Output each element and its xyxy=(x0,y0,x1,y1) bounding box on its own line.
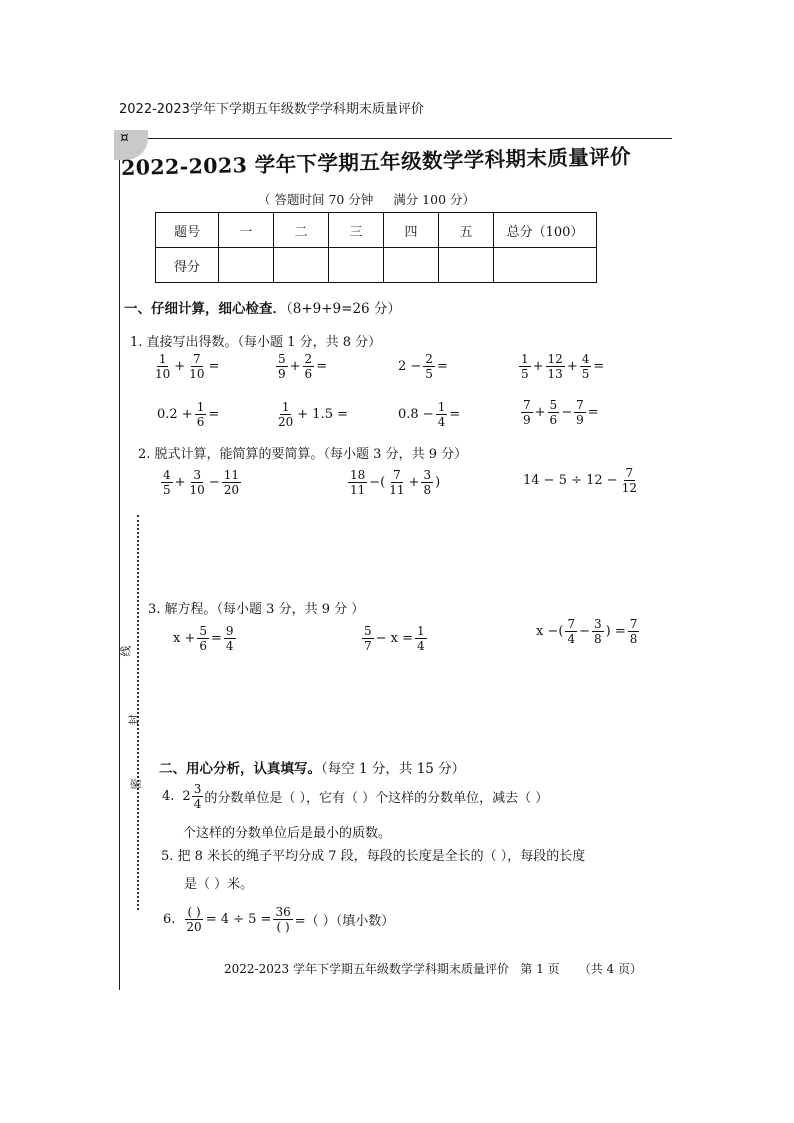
mixed-number: 2 $\frac{3}{4}$ xyxy=(182,782,202,811)
fraction: $\frac{3}{4}$ xyxy=(193,782,202,811)
expr-1b: $\frac{5}{9}$ + $\frac{2}{6}$ = xyxy=(278,352,328,381)
table-cell: 题号 xyxy=(156,213,219,248)
fraction: $\frac{1}{4}$ xyxy=(437,400,446,429)
question-3-label: 3. 解方程。（每小题 3 分，共 9 分 ） xyxy=(148,602,365,617)
fraction: $\frac{3}{8}$ xyxy=(593,617,602,646)
binding-char: 线 xyxy=(119,645,133,657)
section-title: 二、用心分析，认真填写。 xyxy=(159,761,321,777)
fraction: $\frac{5}{7}$ xyxy=(364,624,372,653)
question-5-line2: 是（ ）米。 xyxy=(184,877,254,892)
question-2-label: 2. 脱式计算，能简算的要简算。（每小题 3 分，共 9 分） xyxy=(138,447,468,462)
table-cell xyxy=(494,248,597,283)
expr-1c: 2 − $\frac{2}{5}$ = xyxy=(398,352,448,381)
table-cell xyxy=(384,248,439,283)
equation-3a: x + $\frac{5}{6}$ = $\frac{9}{4}$ xyxy=(173,624,234,653)
fraction: $\frac{3}{8}$ xyxy=(423,468,432,497)
fraction: $\frac{5}{9}$ xyxy=(278,352,286,381)
table-cell: 一 xyxy=(219,213,274,248)
exam-title: 2022-2023 学年下学期五年级数学学科期末质量评价 xyxy=(120,144,632,180)
corner-glyph-icon: ¤ xyxy=(120,130,129,146)
table-cell xyxy=(219,248,274,283)
expr-1e: 0.2 + $\frac{1}{6}$ = xyxy=(157,400,220,429)
fraction: $\frac{7}{11}$ xyxy=(389,468,405,497)
fraction: $\frac{7}{9}$ xyxy=(576,398,584,427)
table-cell xyxy=(274,248,329,283)
fraction: $\frac{7}{8}$ xyxy=(629,617,638,646)
section-points: （8+9+9=26 分） xyxy=(286,301,401,317)
binding-char: 密 xyxy=(129,778,143,790)
section-2-heading xyxy=(159,757,465,777)
fraction: $\frac{12}{13}$ xyxy=(547,352,563,381)
binding-char: 封 xyxy=(127,714,141,726)
table-cell: 三 xyxy=(329,213,384,248)
binding-line xyxy=(137,515,139,910)
table-cell: 得分 xyxy=(156,248,219,283)
expr-1d: $\frac{1}{5}$ + $\frac{12}{13}$ + $\frac{4}{5}$ = xyxy=(521,352,605,381)
question-4: 4. 2 $\frac{3}{4}$ 的分数单位是（ ），它有（ ）个这样的分数单位，减去（ ） xyxy=(162,782,549,811)
page-footer: 2022-2023 学年下学期五年级数学学科期末质量评价 第 1 页 （共 4 页） xyxy=(224,962,642,976)
fraction: $\frac{5}{6}$ xyxy=(199,624,207,653)
fraction: $\frac{1}{20}$ xyxy=(278,400,294,429)
fraction: $\frac{7}{4}$ xyxy=(567,617,576,646)
exam-subtitle: （ 答题时间 70 分钟 满分 100 分） xyxy=(258,192,475,207)
section-title: 一、仔细计算，细心检查． xyxy=(124,301,286,317)
expr-2c: 14 − 5 ÷ 12 − $\frac{7}{12}$ xyxy=(523,466,637,495)
expr-1f: $\frac{1}{20}$ + 1.5 = xyxy=(278,400,349,429)
question-5-line1: 5. 把 8 米长的绳子平均分成 7 段，每段的长度是全长的（ ），每段的长度 xyxy=(161,849,586,864)
question-4-line2: 个这样的分数单位后是最小的质数。 xyxy=(183,826,392,841)
table-cell: 五 xyxy=(439,213,494,248)
fraction: $\frac{36}{( )}$ xyxy=(275,905,291,934)
fraction: $\frac{2}{6}$ xyxy=(304,352,313,381)
score-table-row xyxy=(156,248,597,283)
section-1-heading xyxy=(124,297,401,317)
fraction: $\frac{( )}{20}$ xyxy=(186,905,202,934)
question-6: 6. $\frac{( )}{20}$ = 4 ÷ 5 = $\frac{36}{( )}$ =（ ）（填小数） xyxy=(163,905,395,934)
document-header: 2022-2023学年下学期五年级数学学科期末质量评价 xyxy=(119,102,424,117)
fraction: $\frac{7}{9}$ xyxy=(523,398,531,427)
page-left-edge xyxy=(119,138,120,990)
fraction: $\frac{4}{5}$ xyxy=(163,468,171,497)
equation-3c: x −( $\frac{7}{4}$ − $\frac{3}{8}$ ) = $\frac{7}{8}$ xyxy=(536,617,638,646)
fraction: $\frac{1}{10}$ xyxy=(155,352,171,381)
fraction: $\frac{1}{5}$ xyxy=(521,352,529,381)
fraction: $\frac{1}{6}$ xyxy=(196,400,205,429)
fraction: $\frac{5}{6}$ xyxy=(549,398,558,427)
table-cell: 总分（100） xyxy=(494,213,597,248)
expr-2a: $\frac{4}{5}$ + $\frac{3}{10}$ − $\frac{11}{20}$ xyxy=(163,468,240,497)
fraction: $\frac{7}{12}$ xyxy=(621,466,637,495)
section-points: （每空 1 分，共 15 分） xyxy=(321,761,466,777)
expr-2b: $\frac{18}{11}$ −( $\frac{7}{11}$ + $\frac{3}{8}$ ) xyxy=(350,468,441,497)
expr-1h: $\frac{7}{9}$ + $\frac{5}{6}$ − $\frac{7}{9}$ = xyxy=(523,398,599,427)
fraction: $\frac{7}{10}$ xyxy=(189,352,205,381)
fraction: $\frac{11}{20}$ xyxy=(223,468,240,497)
fraction: $\frac{18}{11}$ xyxy=(350,468,366,497)
expr-1a: $\frac{1}{10}$ + $\frac{7}{10}$ = xyxy=(155,352,220,381)
fraction: $\frac{1}{4}$ xyxy=(417,624,425,653)
table-cell xyxy=(329,248,384,283)
score-table xyxy=(155,212,597,283)
table-cell: 二 xyxy=(274,213,329,248)
equation-3b: $\frac{5}{7}$ − x = $\frac{1}{4}$ xyxy=(364,624,425,653)
fraction: $\frac{2}{5}$ xyxy=(425,352,433,381)
score-table-row xyxy=(156,213,597,248)
table-cell: 四 xyxy=(384,213,439,248)
fraction: $\frac{3}{10}$ xyxy=(189,468,205,497)
expr-1g: 0.8 − $\frac{1}{4}$ = xyxy=(398,400,461,429)
fraction: $\frac{4}{5}$ xyxy=(581,352,590,381)
fraction: $\frac{9}{4}$ xyxy=(225,624,234,653)
question-1-label: 1. 直接写出得数。（每小题 1 分，共 8 分） xyxy=(130,335,382,350)
table-cell xyxy=(439,248,494,283)
